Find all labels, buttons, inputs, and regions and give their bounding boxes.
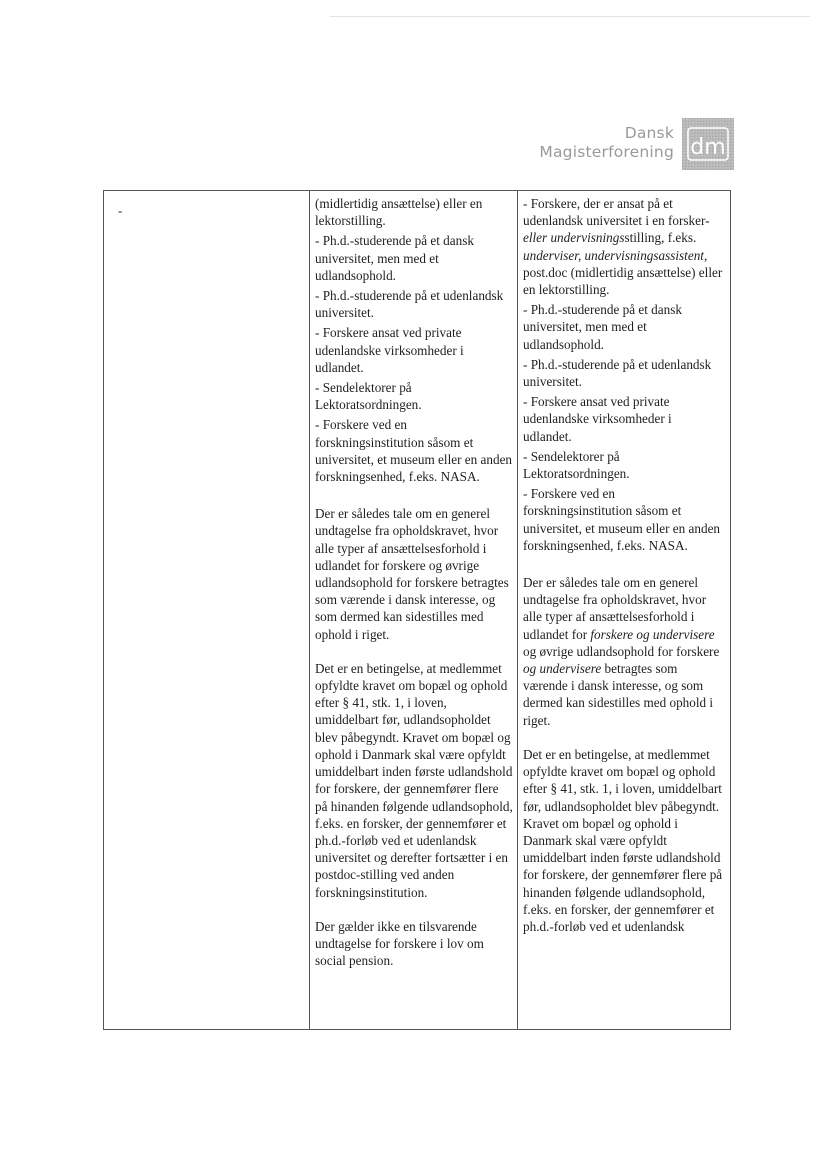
logo-mark: dm [690,135,726,160]
right-column [523,195,723,935]
italic-insertion: og undervisere [523,661,602,677]
logo-wordmark [539,124,674,162]
text-run: betragtes som værende i dansk interesse, og som dermed kan sidestilles med ophold i riget. [523,661,714,728]
list-item: - Sendelektorer på Lektoratsordningen. [315,380,422,413]
column-divider [309,191,310,1029]
paragraph: Det er en betingelse, at medlemmet opfyldte kravet om bopæl og ophold efter § 41, stk. 1, i loven, umiddelbart før, udlandsopholdet blev påbegyndt. Kravet om bopæl og ophold i Danmark skal være opfyldt umiddelbart inden første udlandshold for forskere, der gennemfører flere på hinanden følgende udlandsophold, f.eks. en forsker, der gennemfører et ph.d.-forløb ved et udenlandsk universitet og derefter fortsætter i en postdoc-stilling ved anden forskningsinstitution. [315,660,513,900]
italic-insertion: underviser, undervisningsassistent [523,247,704,263]
list-item: (midlertidig ansættelse) eller en lektorstilling. [315,196,483,229]
list-item: - Forskere ansat ved private udenlandske virksomheder i udlandet. [315,325,464,375]
text-run: , post.doc (midlertidig ansættelse) eller en lektorstilling. [523,247,723,298]
list-item: - Forskere ansat ved private udenlandske virksomheder i udlandet. [523,394,672,444]
paragraph: Der gælder ikke en tilsvarende undtagelse for forskere i lov om social pension. [315,918,484,969]
middle-column [315,195,513,969]
paragraph: Der er således tale om en generel undtagelse fra opholdskravet, hvor alle typer af ansættelsesforhold i udlandet for forskere og øvrige udlandsophold for forskere betragtes som værende i dansk interesse, og som dermed kan sidestilles med ophold i riget. [315,506,509,642]
list-item: - Forskere ved en forskningsinstitution såsom et universitet, et museum eller en anden forskningsenhed, f.eks. NASA. [523,486,721,553]
text-run: stilling, f.eks. [624,230,697,246]
paragraph: Det er en betingelse, at medlemmet opfyldte kravet om bopæl og ophold efter § 41, stk. 1, i loven, umiddelbart før, udlandsopholdet blev påbegyndt. Kravet om bopæl og ophold i Danmark skal være opfyldt umiddelbart inden første udlandshold for forskere, der gennemfører flere på hinanden følgende udlandsophold, f.eks. en forsker, der gennemfører et ph.d.-forløb ved et udenlandsk [523,746,723,934]
list-item: - Ph.d.-studerende på et udenlandsk universitet. [315,288,504,321]
list-item: - Ph.d.-studerende på et dansk universitet, men med et udlandsophold. [315,233,474,283]
list-item-amended [523,195,723,298]
list-item: - Ph.d.-studerende på et udenlandsk universitet. [523,356,712,390]
list-item: - Forskere ved en forskningsinstitution såsom et universitet, et museum eller en anden forskningsenhed, f.eks. NASA. [315,417,513,485]
paragraph-amended [523,574,723,729]
list-item: - Sendelektorer på Lektoratsordningen. [523,448,630,482]
text-run: og øvrige udlandsophold for forskere [523,643,720,659]
text-run: - Forskere, der er ansat på et udenlandsk universitet i en forsker- [523,196,710,229]
italic-insertion: forskere og undervisere [590,626,715,642]
top-rule [330,16,810,17]
logo-line-1: Dansk [624,124,674,142]
document-table [103,190,731,1030]
column-divider [517,191,518,1029]
text-run: Der er således tale om en generel undtagelse fra opholdskravet, hvor alle typer af ansættelsesforhold i udlandet for [523,575,707,642]
italic-insertion: eller undervisnings [523,230,625,246]
list-item: - Ph.d.-studerende på et dansk universitet, men med et udlandsophold. [523,302,682,352]
dm-logo-icon [682,118,734,170]
left-cell: - [118,203,123,218]
logo-line-2: Magisterforening [539,143,674,161]
